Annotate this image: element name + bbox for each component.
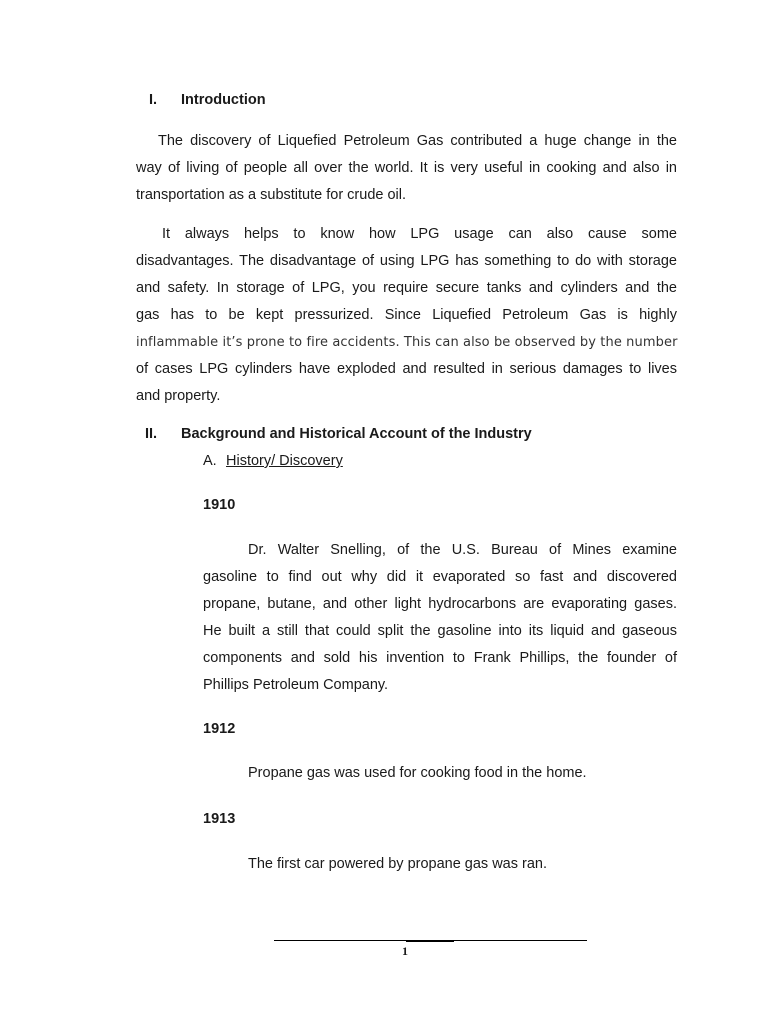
intro-paragraph-2 bbox=[136, 221, 677, 410]
paragraph-line: transportation as a substitute for crude oil. bbox=[136, 187, 407, 203]
entry-1910-text bbox=[203, 537, 677, 699]
paragraph-line: disadvantages. The disadvantage of using LPG has something to do with storage bbox=[136, 253, 677, 269]
paragraph-line: The discovery of Liquefied Petroleum Gas contributed a huge change in the bbox=[158, 133, 677, 149]
section-2-title: Background and Historical Account of the Industry bbox=[181, 426, 532, 442]
year-1912: 1912 bbox=[203, 721, 236, 737]
paragraph-line: inflammable it’s prone to fire accidents. This can also be observed by the number bbox=[136, 335, 678, 350]
paragraph-line: Propane gas was used for cooking food in the home. bbox=[248, 765, 587, 781]
paragraph-line: components and sold his invention to Frank Phillips, the founder of bbox=[203, 650, 677, 666]
intro-paragraph-1 bbox=[136, 128, 677, 209]
paragraph-line: The first car powered by propane gas was ran. bbox=[248, 856, 548, 872]
entry-1912-text bbox=[248, 760, 677, 787]
paragraph-line: Phillips Petroleum Company. bbox=[203, 677, 389, 693]
paragraph-line: and property. bbox=[136, 388, 221, 404]
subsection-title: History/ Discovery bbox=[226, 453, 343, 469]
subsection-a-heading bbox=[203, 453, 343, 469]
year-1913: 1913 bbox=[203, 811, 236, 827]
paragraph-line: of cases LPG cylinders have exploded and resulted in serious damages to lives bbox=[136, 361, 677, 377]
section-1-heading bbox=[149, 92, 266, 108]
paragraph-line: He built a still that could split the gasoline into its liquid and gaseous bbox=[203, 623, 677, 639]
section-2-number: II. bbox=[145, 426, 158, 442]
year-1910: 1910 bbox=[203, 497, 236, 513]
footer-rule-accent bbox=[406, 941, 454, 942]
subsection-letter: A. bbox=[203, 453, 217, 469]
entry-1913-text bbox=[248, 851, 677, 878]
paragraph-line: and safety. In storage of LPG, you require secure tanks and cylinders and the bbox=[136, 280, 677, 296]
paragraph-line: gasoline to find out why did it evaporated so fast and discovered bbox=[203, 569, 677, 585]
paragraph-line: It always helps to know how LPG usage can also cause some bbox=[162, 226, 677, 242]
section-2-heading bbox=[145, 426, 532, 442]
section-1-title: Introduction bbox=[181, 92, 266, 108]
paragraph-line: gas has to be kept pressurized. Since Liquefied Petroleum Gas is highly bbox=[136, 307, 677, 323]
paragraph-line: way of living of people all over the world. It is very useful in cooking and also in bbox=[136, 160, 677, 176]
page-number: 1 bbox=[402, 944, 408, 958]
paragraph-line: Dr. Walter Snelling, of the U.S. Bureau of Mines examine bbox=[248, 542, 677, 558]
section-1-number: I. bbox=[149, 92, 158, 108]
paragraph-line: propane, butane, and other light hydrocarbons are evaporating gases. bbox=[203, 596, 677, 612]
